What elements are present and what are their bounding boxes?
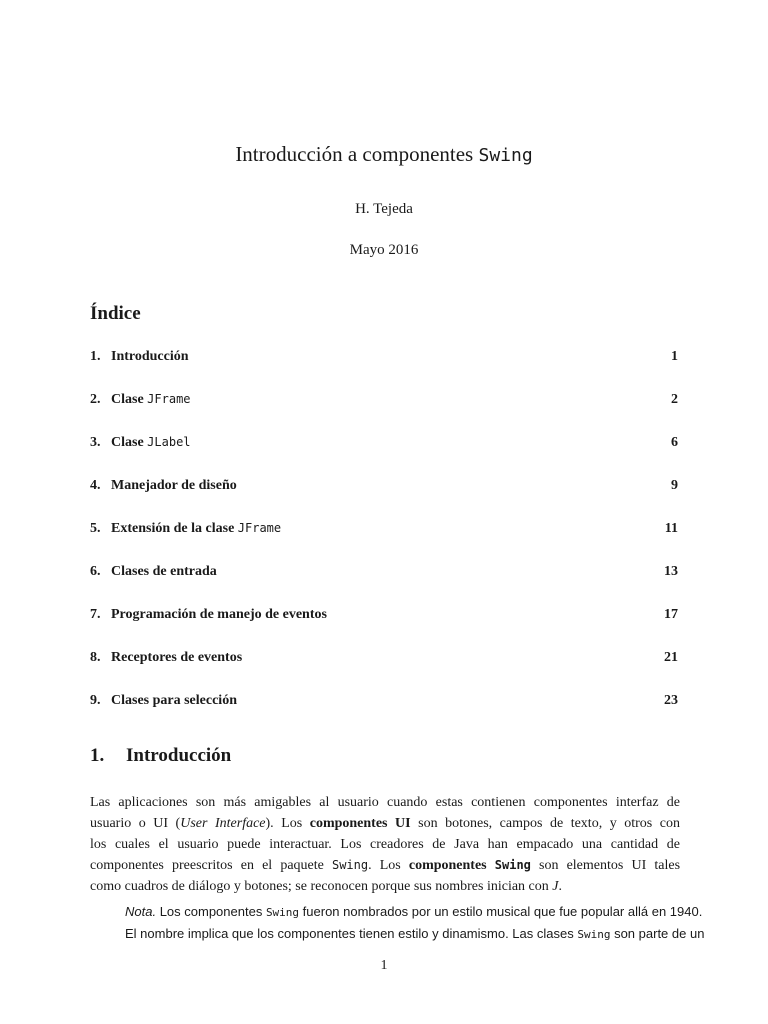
toc-entry-clase-jlabel[interactable] xyxy=(90,435,678,478)
text-run: Los componentes xyxy=(156,904,266,919)
text-run: usuario o UI ( xyxy=(90,816,181,831)
text-run: son botones, campos de texto, y otros con xyxy=(410,816,680,831)
text-run-bold: componentes xyxy=(408,858,495,873)
text-run-code-bold: Swing xyxy=(494,858,531,872)
toc-entry-code: JFrame xyxy=(237,521,282,535)
toc-entry-text: Clase xyxy=(111,392,144,407)
title-text: Introducción a componentes xyxy=(235,142,474,166)
toc-entry-receptores-eventos[interactable] xyxy=(90,650,678,693)
document-author: H. Tejeda xyxy=(355,201,413,217)
toc-entry-page: 17 xyxy=(664,607,678,622)
toc-entry-clases-seleccion[interactable] xyxy=(90,693,678,736)
text-run: ). Los xyxy=(265,816,310,831)
paragraph-line xyxy=(90,855,680,876)
toc-entry-text: Manejador de diseño xyxy=(111,478,237,493)
toc-entry-page: 9 xyxy=(671,478,678,493)
text-run-code: Swing xyxy=(577,928,611,941)
text-run: . Los xyxy=(368,858,409,873)
toc-entry-page: 23 xyxy=(664,693,678,708)
document-title xyxy=(0,142,768,167)
toc-entry-number: 1. xyxy=(90,349,101,364)
toc-entry-manejador-diseno[interactable] xyxy=(90,478,678,521)
title-code: Swing xyxy=(478,145,533,166)
toc-entry-number: 7. xyxy=(90,607,101,622)
toc-entry-number: 5. xyxy=(90,521,101,536)
toc-entry-text: Introducción xyxy=(111,349,189,364)
toc-heading: Índice xyxy=(90,303,141,324)
text-run: son parte de un xyxy=(610,926,705,941)
note-line xyxy=(125,901,703,923)
toc-entry-number: 4. xyxy=(90,478,101,493)
toc-entry-text: Extensión de la clase xyxy=(111,521,235,536)
toc-entry-page: 11 xyxy=(664,521,678,536)
text-run-code: Swing xyxy=(331,858,369,872)
toc-entry-code: JFrame xyxy=(147,392,191,406)
note-line xyxy=(125,923,705,945)
text-run-italic: J xyxy=(552,879,559,894)
paragraph-line: Las aplicaciones son más amigables al usuario cuando estas contienen componentes interfaz de xyxy=(90,795,680,810)
paragraph-line: los cuales el usuario puede interactuar. Los creadores de Java han empacado una cantidad de xyxy=(90,837,680,852)
toc-entry-page: 6 xyxy=(671,435,678,450)
toc-entry-number: 8. xyxy=(90,650,101,665)
text-run-bold: componentes UI xyxy=(309,816,411,831)
text-run: como cuadros de diálogo y botones; se reconocen porque sus nombres inician con xyxy=(90,879,553,894)
text-run: fueron nombrados por un estilo musical que fue popular allá en 1940. xyxy=(299,904,703,919)
toc-entry-page: 1 xyxy=(671,349,678,364)
toc-entry-extension-jframe[interactable] xyxy=(90,521,678,564)
text-run-italic: User Interface xyxy=(180,816,266,831)
toc-entry-text: Receptores de eventos xyxy=(111,650,243,665)
paragraph-line xyxy=(90,813,680,834)
toc-entry-clase-jframe[interactable] xyxy=(90,392,678,435)
toc-entry-clases-entrada[interactable] xyxy=(90,564,678,607)
table-of-contents xyxy=(90,349,678,736)
document-date: Mayo 2016 xyxy=(349,242,419,258)
toc-entry-number: 6. xyxy=(90,564,101,579)
text-run-code: Swing xyxy=(265,906,300,919)
section-title: Introducción xyxy=(126,745,232,766)
text-run: componentes preescritos en el paquete xyxy=(90,858,332,873)
toc-entry-number: 9. xyxy=(90,693,101,708)
toc-entry-page: 2 xyxy=(671,392,678,407)
toc-entry-code: JLabel xyxy=(147,435,191,449)
section-heading-introduccion xyxy=(90,745,231,767)
toc-entry-introduccion[interactable] xyxy=(90,349,678,392)
page-number: 1 xyxy=(380,958,388,973)
toc-entry-number: 2. xyxy=(90,392,101,407)
toc-entry-text: Clases de entrada xyxy=(111,564,217,579)
text-run: . xyxy=(558,879,562,894)
note-block xyxy=(125,901,705,945)
text-run: El nombre implica que los componentes tienen estilo y dinamismo. Las clases xyxy=(125,926,578,941)
toc-entry-page: 21 xyxy=(664,650,678,665)
note-label: Nota. xyxy=(125,904,157,919)
section-number: 1. xyxy=(90,745,105,766)
toc-entry-number: 3. xyxy=(90,435,101,450)
toc-entry-page: 13 xyxy=(664,564,678,579)
paragraph-line xyxy=(90,876,680,897)
toc-entry-text: Programación de manejo de eventos xyxy=(111,607,327,622)
text-run: son elementos UI tales xyxy=(530,858,681,873)
toc-entry-programacion-eventos[interactable] xyxy=(90,607,678,650)
body-paragraph xyxy=(90,792,680,897)
toc-entry-text: Clase xyxy=(111,435,144,450)
toc-entry-text: Clases para selección xyxy=(111,693,237,708)
